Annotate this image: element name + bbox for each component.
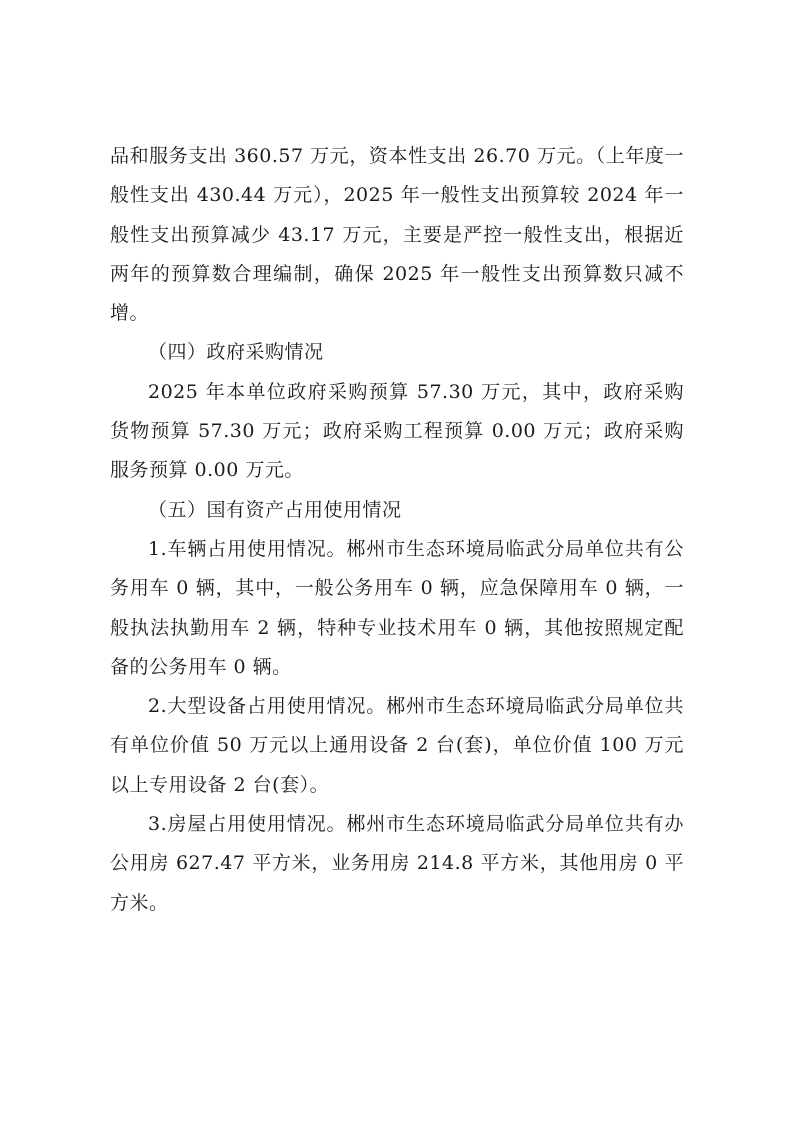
document-page <box>110 137 684 923</box>
heading-government-procurement: （四）政府采购情况 <box>148 341 324 364</box>
paragraph-vehicles: 1.车辆占用使用情况。郴州市生态环境局临武分局单位共有公务用车 0 辆，其中，一般公务用车 0 辆，应急保障用车 0 辆，一般执法执勤用车 2 辆，特种专业技术用车 0 辆，其他按照规定配备的公务用车 0 辆。 <box>110 537 684 678</box>
paragraph-large-equipment: 2.大型设备占用使用情况。郴州市生态环境局临武分局单位共有单位价值 50 万元以上通用设备 2 台(套)，单位价值 100 万元以上专用设备 2 台(套）。 <box>110 695 684 796</box>
paragraph-government-procurement: 2025 年本单位政府采购预算 57.30 万元，其中，政府采购货物预算 57.30 万元；政府采购工程预算 0.00 万元；政府采购服务预算 0.00 万元。 <box>110 380 684 482</box>
heading-state-assets: （五）国有资产占用使用情况 <box>148 498 402 521</box>
paragraph-buildings: 3.房屋占用使用情况。郴州市生态环境局临武分局单位共有办公用房 627.47 平方米，业务用房 214.8 平方米，其他用房 0 平方米。 <box>110 813 684 914</box>
paragraph-general-expenditure: 品和服务支出 360.57 万元，资本性支出 26.70 万元。（上年度一般性支出 430.44 万元），2025 年一般性支出预算较 2024 年一般性支出预算减少 43.17 万元，主要是严控一般性支出，根据近两年的预算数合理编制，确保 2025 年一般性支出预算数只减不增。 <box>110 145 684 325</box>
